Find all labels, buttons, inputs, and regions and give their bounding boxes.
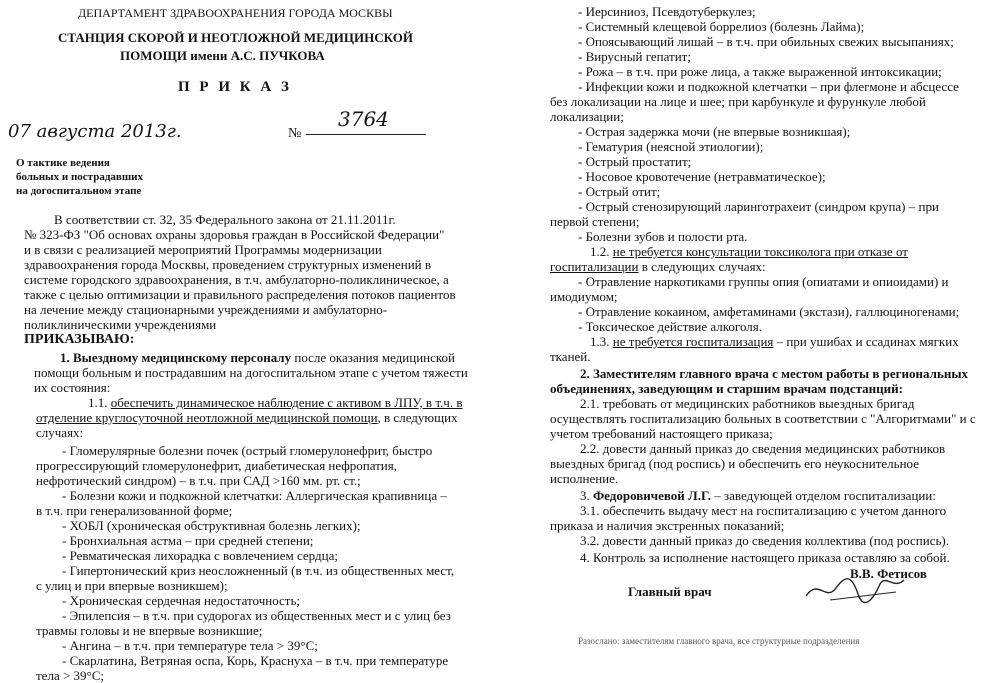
list-item: - Гипертонический криз неосложненный (в т.ч. из общественных мест, bbox=[62, 563, 455, 578]
paragraph-1-rest: после оказания медицинской bbox=[291, 350, 456, 365]
list-item: - Рожа – в т.ч. при роже лица, а также выраженной интоксикации; bbox=[578, 64, 942, 79]
list-item: имодиумом; bbox=[550, 289, 618, 304]
list-item: - Бронхиальная астма – при средней степени; bbox=[62, 533, 314, 548]
signature-name: В.В. Фетисов bbox=[850, 566, 927, 581]
order-number-underline bbox=[306, 134, 426, 135]
signature-title: Главный врач bbox=[628, 584, 712, 599]
list-item: в т.ч. при генерализованной форме; bbox=[36, 503, 233, 518]
subparagraph-1-3-line-2: тканей. bbox=[550, 349, 591, 364]
subparagraph-1-1-line-2 bbox=[36, 410, 458, 425]
subparagraph-1-1-line-3: случаях: bbox=[36, 425, 84, 440]
list-item: первой степени; bbox=[550, 214, 640, 229]
subject-line-2: больных и пострадавших bbox=[16, 171, 143, 183]
station-name-line2: ПОМОЩИ имени А.С. ПУЧКОВА bbox=[120, 48, 325, 63]
preamble-line-3: и в связи с реализацией мероприятий Программы модернизации bbox=[24, 242, 382, 257]
distribution-note: Разослано: заместителям главного врача, все структурные подразделения bbox=[578, 636, 860, 646]
subparagraph-3-1-line-2: приказа и наличия экстренных показаний; bbox=[550, 518, 785, 533]
list-item: - Отравление наркотиками группы опия (опиатами и опиоидами) и bbox=[578, 274, 949, 289]
document-type: П Р И К А З bbox=[178, 79, 292, 95]
subject-line-3: на догоспитальном этапе bbox=[16, 185, 142, 197]
list-item: - Острый стенозирующий ларинготрахеит (синдром крупа) – при bbox=[578, 199, 939, 214]
subparagraph-2-1-line-1: 2.1. требовать от медицинских работников выездных бригад bbox=[580, 396, 915, 411]
subparagraph-2-2-line-2: выездных бригад (под роспись) и обеспечить его неукоснительное bbox=[550, 456, 919, 471]
subject-line-1: О тактике ведения bbox=[16, 157, 110, 169]
subparagraph-2-2-line-3: исполнение. bbox=[550, 471, 619, 486]
subparagraph-1-3-prefix: 1.3. bbox=[590, 334, 613, 349]
preamble-line-4: здравоохранения города Москвы, проведением структурных изменений в bbox=[24, 257, 432, 272]
subparagraph-2-1-line-3: учетом требований настоящего приказа; bbox=[550, 426, 773, 441]
preamble-line-5: системе городского здравоохранения, в т.ч. амбулаторно-поликлиническое, а bbox=[24, 272, 449, 287]
preamble-line-7: на лечение между стационарными учреждениями и амбулаторно- bbox=[24, 302, 388, 317]
list-item: - Токсическое действие алкоголя. bbox=[578, 319, 762, 334]
paragraph-1-heading bbox=[60, 350, 455, 365]
station-name-line1: СТАНЦИЯ СКОРОЙ И НЕОТЛОЖНОЙ МЕДИЦИНСКОЙ bbox=[58, 30, 413, 45]
list-item: - Гематурия (неясной этиологии); bbox=[578, 139, 764, 154]
paragraph-1-bold: 1. Выездному медицинскому персоналу bbox=[60, 350, 292, 365]
list-item: - Вирусный гепатит; bbox=[578, 49, 691, 64]
subparagraph-3-2: 3.2. довести данный приказ до сведения коллектива (под роспись). bbox=[580, 533, 949, 548]
subparagraph-1-1-prefix: 1.1. bbox=[88, 395, 111, 410]
list-item: - Скарлатина, Ветряная оспа, Корь, Краснуха – в т.ч. при температуре bbox=[62, 653, 449, 668]
right-page bbox=[520, 0, 1000, 670]
list-item: - Ангина – в т.ч. при температуре тела > 39°С; bbox=[62, 638, 318, 653]
list-item: - Иерсиниоз, Псевдотуберкулез; bbox=[578, 4, 756, 19]
list-item: локализации; bbox=[550, 109, 624, 124]
list-item: травмы головы и не впервые возникшие; bbox=[36, 623, 263, 638]
list-item: без локализации на лице и шее; при карбункуле и фурункуле любой bbox=[550, 94, 926, 109]
subparagraph-1-1-line-2-underlined: отделение круглосуточной неотложной медицинской помощи bbox=[36, 410, 378, 425]
preamble-line-8: поликлиническими учреждениями bbox=[24, 317, 217, 332]
subparagraph-1-2-line-2 bbox=[550, 259, 766, 274]
subparagraph-1-3-underlined: не требуется госпитализация bbox=[612, 334, 774, 349]
subparagraph-1-1-underlined: обеспечить динамическое наблюдение с активом в ЛПУ, в т.ч. в bbox=[110, 395, 463, 410]
order-number: 3764 bbox=[338, 107, 389, 131]
list-item: - Ревматическая лихорадка с вовлечением сердца; bbox=[62, 548, 338, 563]
list-item: прогрессирующий гломерулонефрит, диабетическая нефропатия, bbox=[36, 458, 397, 473]
paragraph-3-heading bbox=[580, 488, 936, 503]
subparagraph-1-1-line-2-rest: , в следующих bbox=[377, 410, 458, 425]
paragraph-2-line-1: 2. Заместителям главного врача с местом работы в региональных bbox=[580, 366, 968, 381]
subparagraph-1-1 bbox=[88, 395, 462, 410]
list-item: - Гломерулярные болезни почек (острый гломерулонефрит, быстро bbox=[62, 443, 433, 458]
paragraph-3-prefix: 3. bbox=[580, 488, 593, 503]
list-item: - Инфекции кожи и подкожной клетчатки – при флегмоне и абсцессе bbox=[578, 79, 959, 94]
paragraph-1-line-2: помощи больным и пострадавшим на догоспитальном этапе с учетом тяжести bbox=[34, 365, 468, 380]
order-number-label: № bbox=[288, 126, 302, 141]
subparagraph-2-1-line-2: осуществлять госпитализацию больных в соответствии с "Алгоритмами" и с bbox=[550, 411, 976, 426]
subparagraph-1-3-rest: – при ушибах и ссадинах мягких bbox=[773, 334, 959, 349]
list-item: тела > 39°С; bbox=[36, 668, 105, 683]
subparagraph-1-2-prefix: 1.2. bbox=[590, 244, 613, 259]
subparagraph-1-2-line-2-underlined: госпитализации bbox=[550, 259, 639, 274]
subparagraph-1-2-line-2-rest: в следующих случаях: bbox=[638, 259, 766, 274]
subparagraph-1-2-underlined: не требуется консультации токсиколога при отказе от bbox=[612, 244, 908, 259]
list-item: - Отравление кокаином, амфетаминами (экстази), галлюциногенами; bbox=[578, 304, 960, 319]
list-item: - Носовое кровотечение (нетравматическое); bbox=[578, 169, 826, 184]
order-word: ПРИКАЗЫВАЮ: bbox=[24, 332, 135, 347]
list-item: с улиц и при впервые возникшем); bbox=[36, 578, 228, 593]
list-item: - Опоясывающий лишай – в т.ч. при обильных свежих высыпаниях; bbox=[578, 34, 954, 49]
list-item: - ХОБЛ (хроническая обструктивная болезнь легких); bbox=[62, 518, 361, 533]
order-date: 07 августа 2013г. bbox=[8, 121, 182, 142]
preamble-line-6: также с целью оптимизации и правильного распределения потоков пациентов bbox=[24, 287, 456, 302]
list-item: - Эпилепсия – в т.ч. при судорогах из общественных мест и с улиц без bbox=[62, 608, 451, 623]
paragraph-2-line-2: объединениях, заведующим и старшим врачам подстанций: bbox=[550, 381, 903, 396]
subparagraph-2-2-line-1: 2.2. довести данный приказ до сведения медицинских работников bbox=[580, 441, 946, 456]
department-header: ДЕПАРТАМЕНТ ЗДРАВООХРАНЕНИЯ ГОРОДА МОСКВЫ bbox=[78, 6, 393, 20]
list-item: - Хроническая сердечная недостаточность; bbox=[62, 593, 301, 608]
subparagraph-1-3 bbox=[590, 334, 959, 349]
list-item: - Острая задержка мочи (не впервые возникшая); bbox=[578, 124, 851, 139]
paragraph-3-bold-name: Федоровичевой Л.Г. bbox=[593, 488, 712, 503]
preamble-line-1: В соответствии ст. 32, 35 Федерального закона от 21.11.2011г. bbox=[54, 212, 396, 227]
paragraph-3-rest: – заведующей отделом госпитализации: bbox=[711, 488, 936, 503]
list-item: - Острый простатит; bbox=[578, 154, 692, 169]
list-item: - Системный клещевой боррелиоз (болезнь Лайма); bbox=[578, 19, 865, 34]
paragraph-4: 4. Контроль за исполнение настоящего приказа оставляю за собой. bbox=[580, 550, 950, 565]
handwritten-signature bbox=[800, 568, 910, 608]
list-item: - Болезни зубов и полости рта. bbox=[578, 229, 748, 244]
list-item: - Болезни кожи и подкожной клетчатки: Аллергическая крапивница – bbox=[62, 488, 447, 503]
preamble-line-2: № 323-ФЗ "Об основах охраны здоровья граждан в Российской Федерации" bbox=[24, 227, 445, 242]
list-item: нефротический синдром) – в т.ч. при САД >160 мм. рт. ст.; bbox=[36, 473, 361, 488]
subparagraph-1-2 bbox=[590, 244, 908, 259]
subparagraph-3-1-line-1: 3.1. обеспечить выдачу мест на госпитализацию с учетом данного bbox=[580, 503, 947, 518]
list-item: - Острый отит; bbox=[578, 184, 661, 199]
paragraph-1-line-3: их состояния: bbox=[34, 380, 111, 395]
